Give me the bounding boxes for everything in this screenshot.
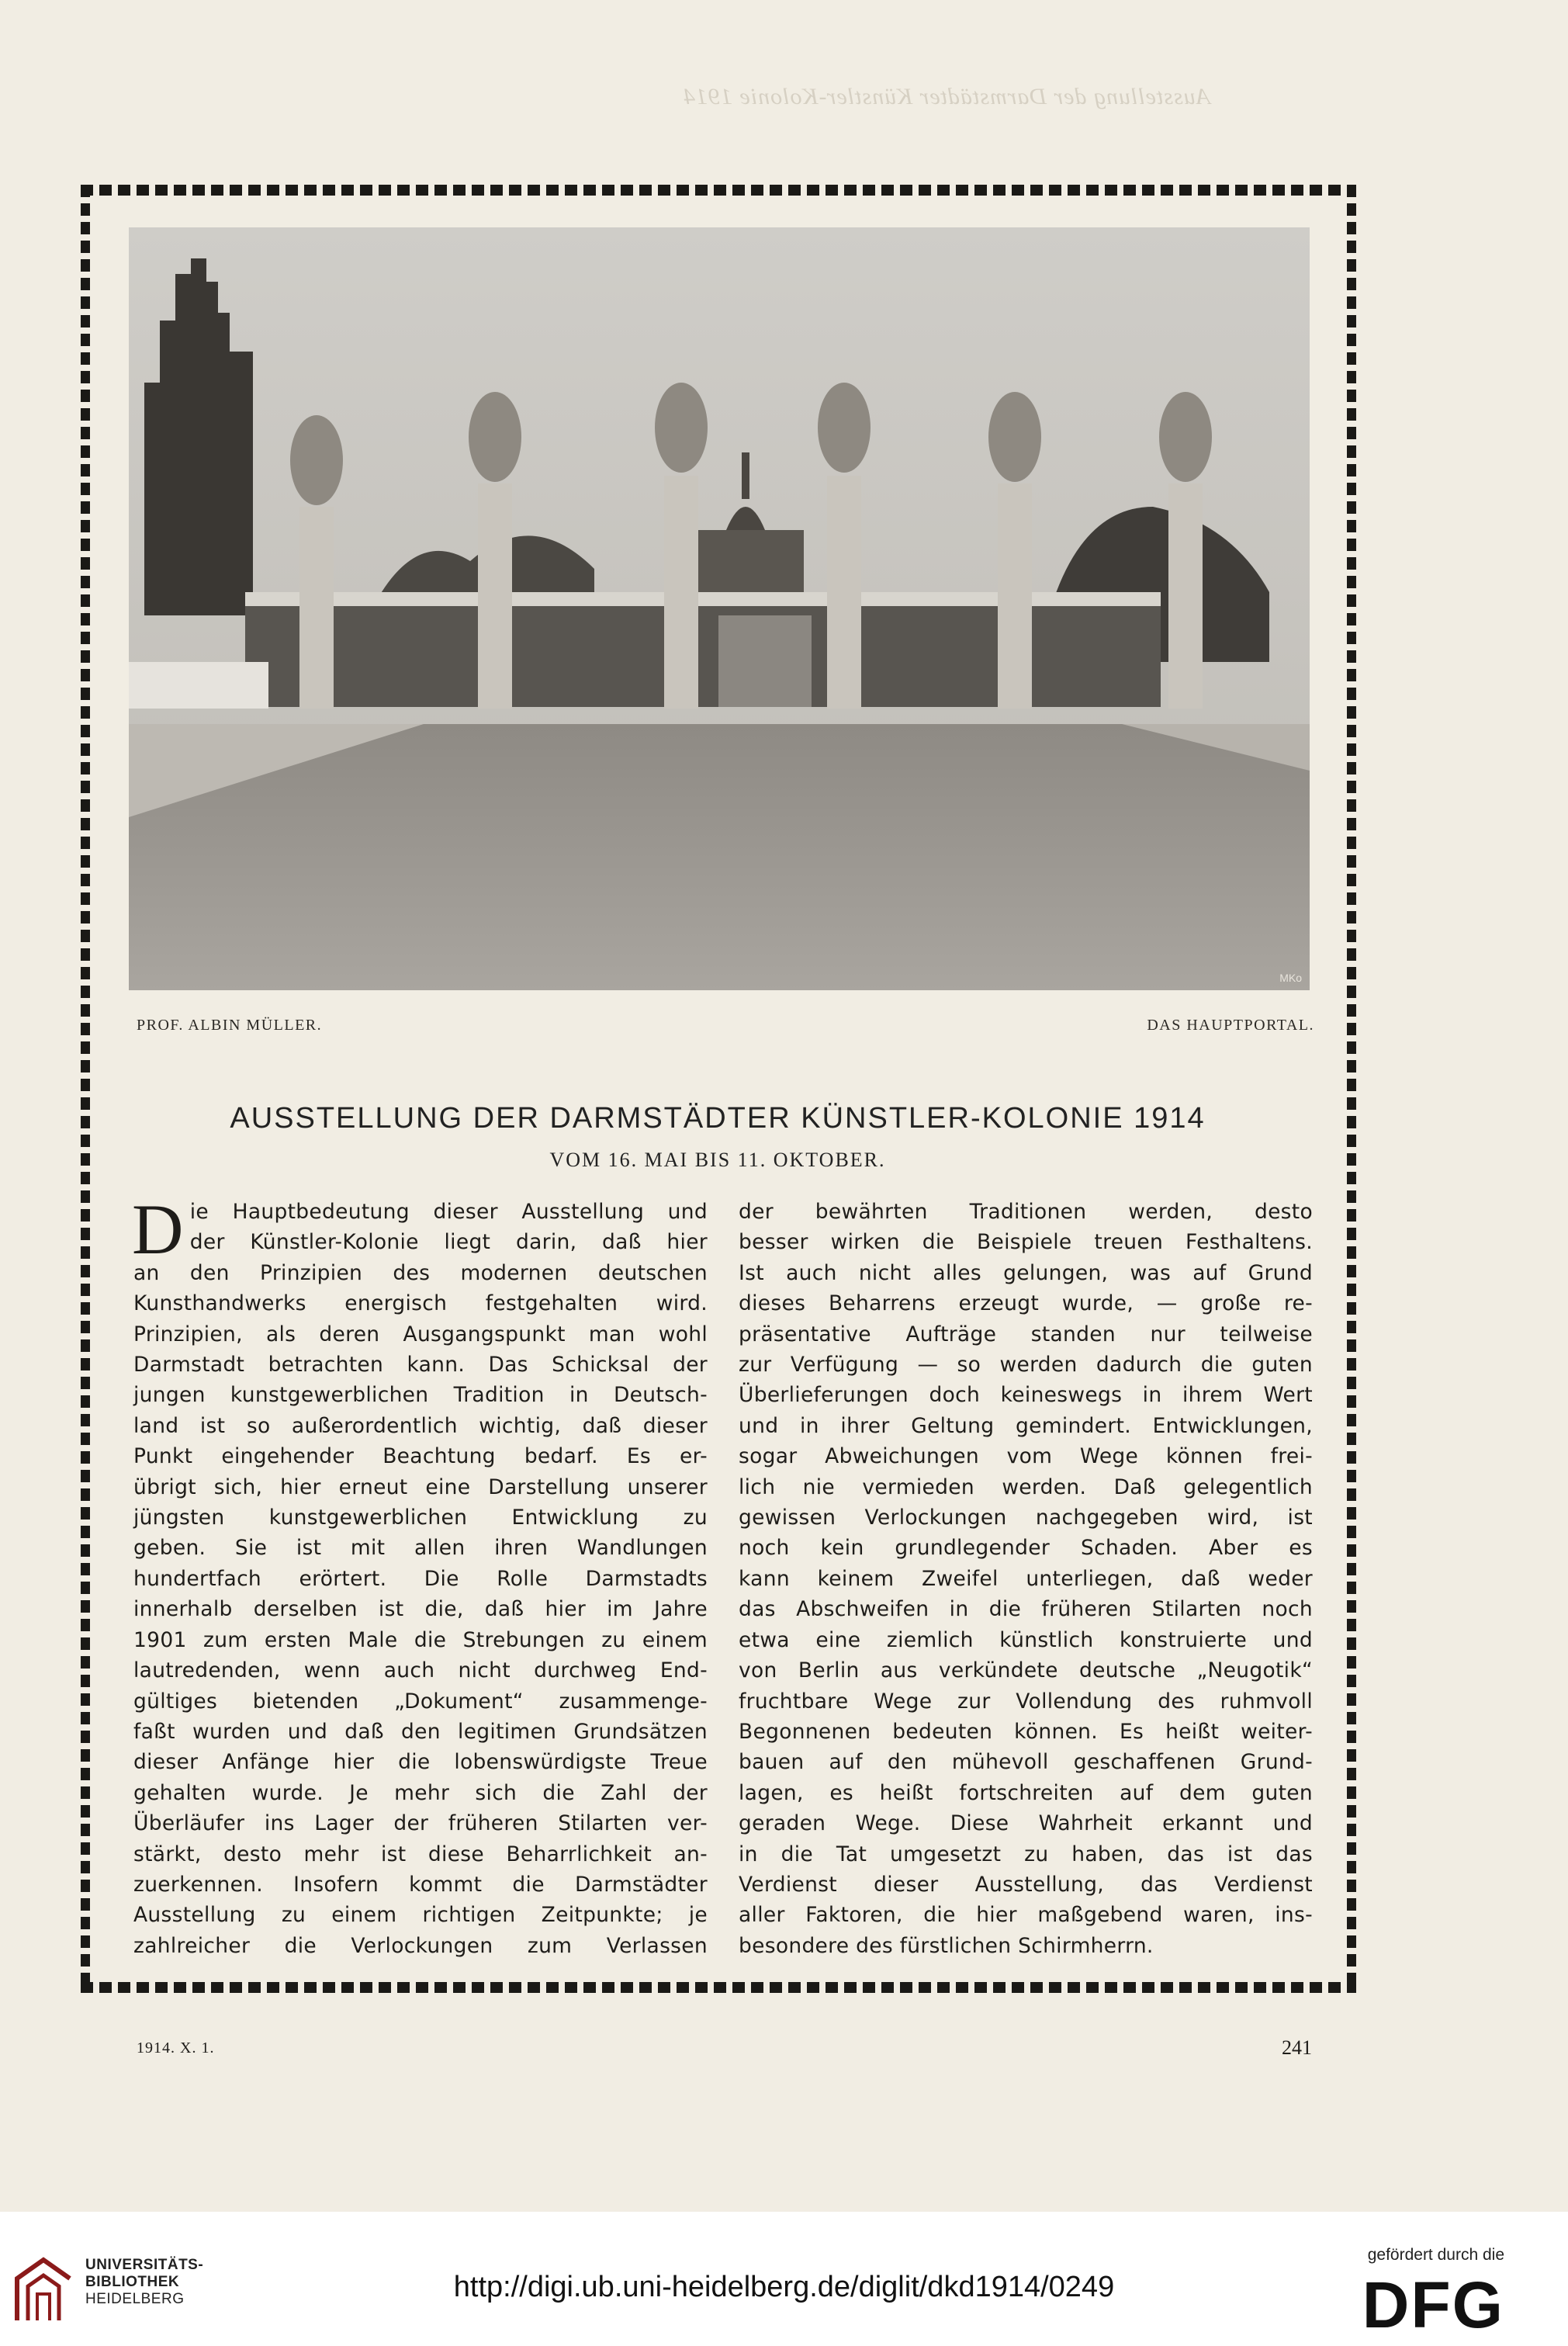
running-head-faint: Ausstellung der Darmstädter Künstler-Kolonie 1914: [682, 84, 1211, 109]
text-line: Begonnenen bedeuten können. Es heißt weiter-: [739, 1719, 1313, 1744]
text-line: dieses Beharrens erzeugt wurde, — große re-: [739, 1291, 1313, 1316]
frame-border-left: [81, 185, 90, 1993]
page-number: 241: [1282, 2036, 1312, 2059]
drop-cap: D: [132, 1190, 184, 1269]
text-line: zur Verfügung — so werden dadurch die guten: [739, 1353, 1313, 1377]
text-line: stärkt, desto mehr ist diese Beharrlichkeit an-: [133, 1842, 708, 1866]
text-line: übrigt sich, hier erneut eine Darstellung unserer: [133, 1474, 708, 1499]
text-line: dieser Anfänge hier die lobenswürdigste Treue: [133, 1750, 708, 1775]
text-line: zahlreicher die Verlockungen zum Verlassen: [133, 1933, 708, 1958]
text-line: bauen auf den mühevoll geschaffenen Grund-: [739, 1750, 1313, 1775]
text-line: Überlieferungen doch keineswegs in ihrem Wert: [739, 1383, 1313, 1408]
article-subtitle: VOM 16. MAI BIS 11. OKTOBER.: [549, 1149, 886, 1171]
text-line: zuerkennen. Insofern kommt die Darmstädter: [133, 1872, 708, 1897]
text-line: besser wirken die Beispiele treuen Festhaltens.: [739, 1230, 1313, 1255]
caption-subject: DAS HAUPTPORTAL.: [1147, 1017, 1314, 1034]
text-line: jüngsten kunstgewerblichen Entwicklung zu: [133, 1506, 708, 1530]
text-line: geraden Wege. Diese Wahrheit erkannt und: [739, 1811, 1313, 1836]
text-line: Kunsthandwerks energisch festgehalten wird.: [133, 1291, 708, 1316]
issue-date: 1914. X. 1.: [137, 2039, 215, 2057]
text-line: Punkt eingehender Beachtung bedarf. Es er-: [133, 1444, 708, 1469]
text-line: faßt wurden und daß den legitimen Grundsätzen: [133, 1719, 708, 1744]
caption-architect: PROF. ALBIN MÜLLER.: [137, 1017, 323, 1034]
text-line: besondere des fürstlichen Schirmherrn.: [739, 1933, 1154, 1958]
text-line: Prinzipien, als deren Ausgangspunkt man wohl: [133, 1322, 708, 1346]
text-line: etwa eine ziemlich künstlich konstruierte und: [739, 1627, 1313, 1652]
text-line: hundertfach erörtert. Die Rolle Darmstadts: [133, 1566, 708, 1591]
text-line: jungen kunstgewerblichen Tradition in Deutsch-: [133, 1383, 708, 1408]
frame-border-bottom: [81, 1982, 1356, 1993]
frame-border-top: [81, 185, 1356, 196]
text-line: gewissen Verlockungen nachgegeben wird, ist: [739, 1506, 1313, 1530]
photo-illustration: [129, 227, 1310, 990]
text-line: lagen, es heißt fortschreiten auf dem guten: [739, 1780, 1313, 1805]
dfg-logo: DFG: [1362, 2268, 1504, 2341]
digitization-footer: [0, 2212, 1568, 2346]
text-line: Verdienst dieser Ausstellung, das Verdienst: [739, 1872, 1313, 1897]
text-line: in die Tat umgesetzt zu haben, das ist das: [739, 1842, 1313, 1866]
text-column-right: [739, 1197, 1313, 1961]
text-line: noch kein grundlegender Schaden. Aber es: [739, 1536, 1313, 1561]
text-line: Ausstellung zu einem richtigen Zeitpunkte; je: [133, 1903, 708, 1928]
funding-caption: gefördert durch die: [1367, 2246, 1504, 2264]
text-line: lautredenden, wenn auch nicht durchweg End-: [133, 1658, 708, 1683]
text-line: von Berlin aus verkündete deutsche „Neugotik“: [739, 1658, 1313, 1683]
text-column-left: [132, 1190, 708, 1961]
text-line: gehalten wurde. Je mehr sich die Zahl der: [133, 1780, 708, 1805]
text-line: ie Hauptbedeutung dieser Ausstellung und: [189, 1200, 708, 1224]
source-url-link[interactable]: http://digi.ub.uni-heidelberg.de/diglit/dkd1914/0249: [453, 2271, 1115, 2303]
text-line: fruchtbare Wege zur Vollendung des ruhmvoll: [739, 1689, 1313, 1714]
photographer-mark: MKo: [1279, 972, 1302, 984]
text-line: und in ihrer Geltung gemindert. Entwicklungen,: [739, 1413, 1313, 1438]
text-line: kann keinem Zweifel unterliegen, daß weder: [739, 1566, 1313, 1591]
text-line: der Künstler-Kolonie liegt darin, daß hier: [189, 1230, 708, 1255]
text-line: innerhalb derselben ist die, daß hier im Jahre: [133, 1597, 708, 1622]
text-line: Darmstadt betrachten kann. Das Schicksal der: [133, 1353, 708, 1377]
library-name-line: HEIDELBERG: [85, 2291, 185, 2307]
text-line: aller Faktoren, die hier maßgebend waren, ins-: [739, 1903, 1313, 1928]
text-line: lich nie vermieden werden. Daß gelegentlich: [739, 1474, 1313, 1499]
text-line: sogar Abweichungen vom Wege können frei-: [739, 1444, 1313, 1469]
text-line: Ist auch nicht alles gelungen, was auf Grund: [739, 1260, 1313, 1285]
text-line: Überläufer ins Lager der früheren Stilarten ver-: [133, 1811, 708, 1836]
text-line: land ist so außerordentlich wichtig, daß dieser: [133, 1413, 708, 1438]
text-line: gültiges bietenden „Dokument“ zusammenge-: [133, 1689, 708, 1714]
text-line: der bewährten Traditionen werden, desto: [739, 1200, 1313, 1224]
portal-photograph: [129, 227, 1310, 990]
text-line: an den Prinzipien des modernen deutschen: [133, 1260, 708, 1285]
text-line: präsentative Aufträge standen nur teilweise: [739, 1322, 1313, 1346]
frame-border-right: [1347, 185, 1356, 1993]
library-name-line: BIBLIOTHEK: [85, 2274, 180, 2290]
library-name-line: UNIVERSITÄTS-: [85, 2257, 204, 2273]
text-line: 1901 zum ersten Male die Strebungen zu einem: [133, 1627, 708, 1652]
text-line: das Abschweifen in die früheren Stilarten noch: [739, 1597, 1313, 1622]
text-line: geben. Sie ist mit allen ihren Wandlungen: [133, 1536, 708, 1561]
article-title: AUSSTELLUNG DER DARMSTÄDTER KÜNSTLER-KOLONIE 1914: [230, 1102, 1206, 1135]
